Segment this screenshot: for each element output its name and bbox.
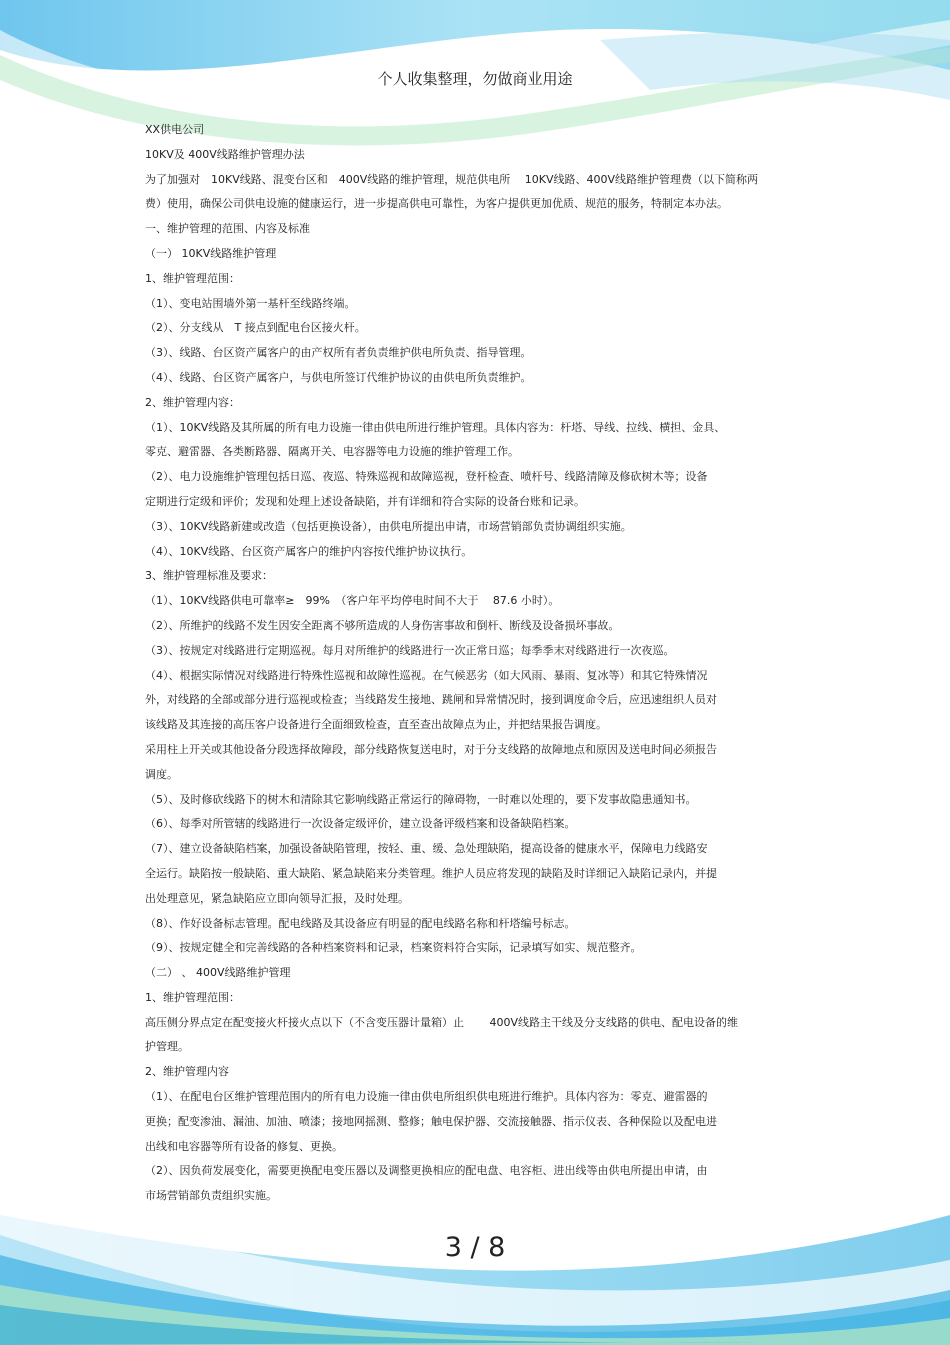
doc-line: （8）、作好设备标志管理。配电线路及其设备应有明显的配电线路名称和杆塔编号标志。 [145, 916, 576, 930]
doc-line: 为了加强对 10KV线路、混变台区和 400V线路的维护管理，规范供电所 10KV线路、400V线路维护管理费（以下简称两 [145, 172, 759, 186]
doc-line: 10KV及 400V线路维护管理办法 [145, 147, 305, 161]
doc-line: XX供电公司 [145, 123, 205, 136]
doc-line: （一） 10KV线路维护管理 [145, 246, 277, 260]
doc-line: 费）使用，确保公司供电设施的健康运行，进一步提高供电可靠性，为客户提供更加优质、规范的服务，特制定本办法。 [145, 197, 728, 211]
doc-line: 2、维护管理内容 [145, 1065, 229, 1079]
doc-line: 该线路及其连接的高压客户设备进行全面细致检查，直至查出故障点为止，并把结果报告调度。 [145, 718, 607, 732]
doc-line: （1）、10KV线路及其所属的所有电力设施一律由供电所进行维护管理。具体内容为：杆塔、导线、拉线、横担、金具、 [145, 420, 726, 434]
doc-line: （7）、建立设备缺陷档案，加强设备缺陷管理，按轻、重、缓、急处理缺陷，提高设备的健康水平，保障电力线路安 [145, 842, 708, 856]
doc-line: （2）、电力设施维护管理包括日巡、夜巡、特殊巡视和故障巡视，登杆检查、喷杆号、线路清障及修砍树木等；设备 [145, 470, 708, 484]
doc-line: 高压侧分界点定在配变接火杆接火点以下（不含变压器计量箱）止 400V线路主干线及分支线路的供电、配电设备的维 [145, 1015, 739, 1029]
document-body [145, 118, 800, 1209]
doc-line: 全运行。缺陷按一般缺陷、重大缺陷、紧急缺陷来分类管理。维护人员应将发现的缺陷及时详细记入缺陷记录内，并提 [145, 866, 717, 880]
doc-line: （2）、分支线从 T 接点到配电台区接火杆。 [145, 321, 366, 335]
doc-line: 出线和电容器等所有设备的修复、更换。 [145, 1139, 343, 1153]
doc-line: 定期进行定级和评价；发现和处理上述设备缺陷，并有详细和符合实际的设备台账和记录。 [145, 494, 585, 508]
doc-line: （2）、因负荷发展变化，需要更换配电变压器以及调整更换相应的配电盘、电容柜、进出线等由供电所提出申请，由 [145, 1164, 708, 1178]
doc-line: 采用柱上开关或其他设备分段选择故障段，部分线路恢复送电时，对于分支线路的故障地点和原因及送电时间必须报告 [145, 742, 717, 756]
doc-line: （5）、及时修砍线路下的树木和清除其它影响线路正常运行的障碍物，一时难以处理的，要下发事故隐患通知书。 [145, 792, 697, 806]
doc-line: 一、维护管理的范围、内容及标准 [145, 222, 310, 236]
doc-line: （二） 、 400V线路维护管理 [145, 966, 291, 980]
doc-line: 1、维护管理范围： [145, 990, 240, 1004]
doc-line: （4）、线路、台区资产属客户，与供电所签订代维护协议的由供电所负责维护。 [145, 370, 532, 384]
doc-line: （1）、变电站围墙外第一基杆至线路终端。 [145, 296, 356, 310]
doc-line: 零克、避雷器、各类断路器、隔离开关、电容器等电力设施的维护管理工作。 [145, 445, 519, 459]
doc-line: 护管理。 [145, 1040, 189, 1054]
doc-line: 2、维护管理内容： [145, 395, 240, 409]
doc-line: （1）、10KV线路供电可靠率≥ 99% （客户年平均停电时间不大于 87.6 小时）。 [145, 594, 560, 608]
doc-line: 3、维护管理标准及要求： [145, 569, 273, 583]
doc-line: （1）、在配电台区维护管理范围内的所有电力设施一律由供电所组织供电班进行维护。具体内容为：零克、避雷器的 [145, 1090, 708, 1104]
doc-line: （2）、所维护的线路不发生因安全距离不够所造成的人身伤害事故和倒杆、断线及设备损坏事故。 [145, 618, 620, 632]
doc-line: 1、维护管理范围： [145, 271, 240, 285]
page-number: 3 / 8 [444, 1232, 506, 1263]
doc-line: （4）、根据实际情况对线路进行特殊性巡视和故障性巡视。在气候恶劣（如大风雨、暴雨、复冰等）和其它特殊情况 [145, 668, 708, 682]
document-header-note: 个人收集整理，勿做商业用途 [377, 70, 573, 88]
doc-line: 外，对线路的全部或部分进行巡视或检查；当线路发生接地、跳闸和异常情况时，接到调度命令后，应迅速组织人员对 [145, 693, 717, 707]
doc-line: （3）、线路、台区资产属客户的由产权所有者负责维护供电所负责、指导管理。 [145, 346, 532, 360]
doc-line: （6）、每季对所管辖的线路进行一次设备定级评价，建立设备评级档案和设备缺陷档案。 [145, 817, 576, 831]
doc-line: （9）、按规定健全和完善线路的各种档案资料和记录，档案资料符合实际，记录填写如实、规范整齐。 [145, 941, 642, 955]
doc-line: 调度。 [145, 767, 178, 781]
doc-line: 市场营销部负责组织实施。 [145, 1189, 277, 1203]
doc-line: 出处理意见，紧急缺陷应立即向领导汇报，及时处理。 [145, 891, 409, 905]
doc-line: （3）、按规定对线路进行定期巡视。每月对所维护的线路进行一次正常日巡；每季季末对线路进行一次夜巡。 [145, 643, 675, 657]
doc-line: （4）、10KV线路、台区资产属客户的维护内容按代维护协议执行。 [145, 544, 473, 558]
doc-line: （3）、10KV线路新建或改造（包括更换设备），由供电所提出申请，市场营销部负责协调组织实施。 [145, 519, 632, 533]
doc-line: 更换；配变渗油、漏油、加油、喷漆；接地网摇测、整修；触电保护器、交流接触器、指示仪表、各种保险以及配电进 [145, 1114, 717, 1128]
